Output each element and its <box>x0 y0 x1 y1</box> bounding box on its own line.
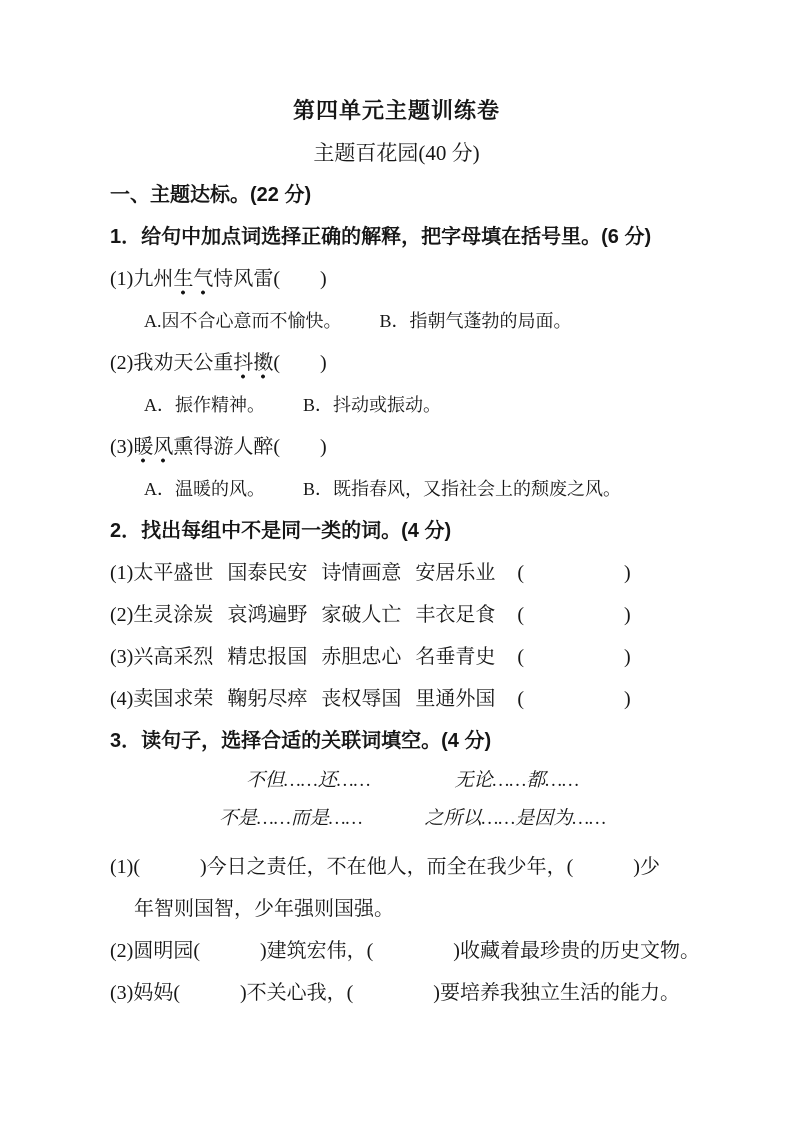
q1-item-2-pre: (2)我劝天公重 <box>110 352 234 374</box>
q3-sentence-3: (3)妈妈( )不关心我，( )要培养我独立生活的能力。 <box>110 982 680 1004</box>
q1-item-1-option-a: A.因不合心意而不愉快。 <box>144 311 342 331</box>
idiom: 里通外国 <box>415 688 496 710</box>
q1-item-3-post: 熏得游人醉( ) <box>173 436 327 458</box>
idiom: 名垂青史 <box>415 646 496 668</box>
connective: 无论……都…… <box>454 770 580 791</box>
idiom: (1)太平盛世 <box>110 562 214 584</box>
paper-subtitle: 主题百花园(40 分) <box>313 141 480 165</box>
q1-item-2-post: ( ) <box>273 352 327 374</box>
q1-item-3-options <box>110 468 715 510</box>
q1-item-1-options <box>110 300 715 342</box>
q1-item-1-option-b: B．指朝气蓬勃的局面。 <box>379 311 572 331</box>
answer-blank: ( ) <box>517 604 631 626</box>
q1-item-2-option-a: A．振作精神。 <box>144 395 265 415</box>
idiom: 精忠报国 <box>227 646 308 668</box>
q2-row-2 <box>110 594 715 636</box>
q1-item-3-option-a: A．温暖的风。 <box>144 479 265 499</box>
connectives-row-2 <box>110 800 715 838</box>
q3-sentence-2: (2)圆明园( )建筑宏伟，( )收藏着最珍贵的历史文物。 <box>110 940 700 962</box>
q2-row-4 <box>110 678 715 720</box>
idiom: 家破人亡 <box>321 604 402 626</box>
q1-item-2-options <box>110 384 715 426</box>
q2-row-3 <box>110 636 715 678</box>
connective: 之所以……是因为…… <box>424 808 607 829</box>
q1-item-3-option-b: B．既指春风，又指社会上的颓废之风。 <box>303 479 622 499</box>
idiom: 赤胆忠心 <box>321 646 402 668</box>
q1-item-1-post: 恃风雷( ) <box>213 268 327 290</box>
q2-row-1 <box>110 552 715 594</box>
idiom: (4)卖国求荣 <box>110 688 214 710</box>
q1-item-3-emphasized-word: 暖风 <box>133 436 173 464</box>
q3-sentence-1-line-1: (1)( )今日之责任，不在他人，而全在我少年，( )少 <box>110 856 660 878</box>
answer-blank: ( ) <box>517 688 631 710</box>
idiom: 丰衣足食 <box>415 604 496 626</box>
connective: 不但……还…… <box>245 770 371 791</box>
idiom: 国泰民安 <box>227 562 308 584</box>
idiom: 丧权辱国 <box>321 688 402 710</box>
paper-title: 第四单元主题训练卷 <box>292 98 500 123</box>
q1-item-2-option-b: B．抖动或振动。 <box>303 395 442 415</box>
connectives-row-1 <box>110 762 715 800</box>
idiom: (2)生灵涂炭 <box>110 604 214 626</box>
answer-blank: ( ) <box>517 646 631 668</box>
connective: 不是……而是…… <box>218 808 363 829</box>
idiom: (3)兴高采烈 <box>110 646 214 668</box>
q1-item-3 <box>110 426 715 468</box>
idiom: 哀鸿遍野 <box>227 604 308 626</box>
question-1-stem: 1．给句中加点词选择正确的解释，把字母填在括号里。(6 分) <box>110 226 652 248</box>
section-heading: 一、主题达标。(22 分) <box>110 184 312 206</box>
answer-blank: ( ) <box>517 562 631 584</box>
q1-item-1-emphasized-word: 生气 <box>173 268 213 296</box>
q3-sentence-1-line-2: 年智则国智，少年强则国强。 <box>134 898 394 920</box>
q1-item-1 <box>110 258 715 300</box>
idiom: 安居乐业 <box>415 562 496 584</box>
idiom: 诗情画意 <box>321 562 402 584</box>
q1-item-1-pre: (1)九州 <box>110 268 174 290</box>
question-3-stem: 3．读句子，选择合适的关联词填空。(4 分) <box>110 730 492 752</box>
question-2-stem: 2．找出每组中不是同一类的词。(4 分) <box>110 520 452 542</box>
q1-item-2-emphasized-word: 抖擞 <box>233 352 273 380</box>
q1-item-3-pre: (3) <box>110 436 134 458</box>
q1-item-2 <box>110 342 715 384</box>
idiom: 鞠躬尽瘁 <box>227 688 308 710</box>
